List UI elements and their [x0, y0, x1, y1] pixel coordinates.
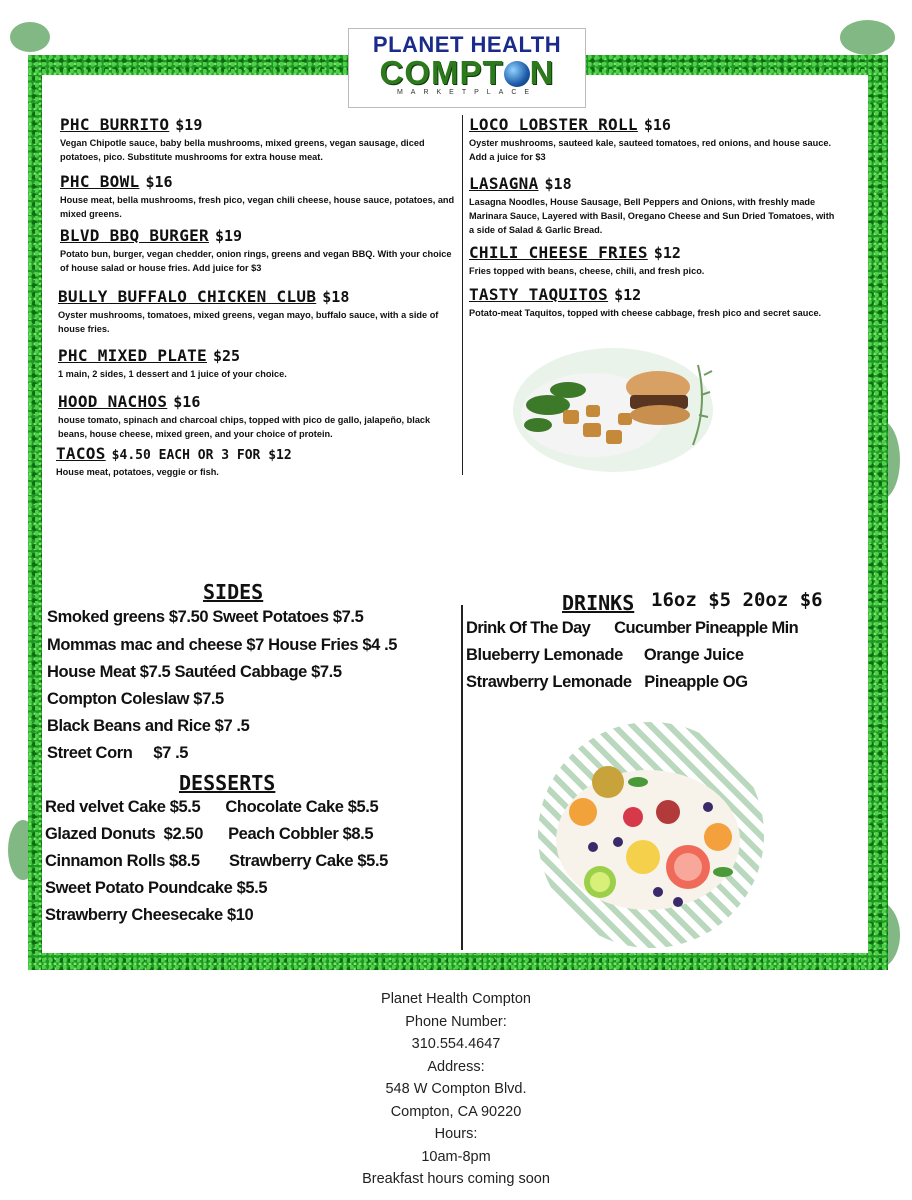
- item-price: $12: [653, 244, 681, 262]
- item-description: house tomato, spinach and charcoal chips, topped with pico de gallo, jalapeño, black beans, house cheese, mixed green, and your choice of protein.: [58, 415, 431, 439]
- item-name: BULLY BUFFALO CHICKEN CLUB: [58, 287, 317, 306]
- menu-item-chili-cheese-fries: [469, 243, 841, 278]
- column-divider: [461, 605, 463, 950]
- item-price: $18: [322, 288, 350, 306]
- item-price: $18: [544, 175, 572, 193]
- item-description: Oyster mushrooms, tomatoes, mixed greens, vegan mayo, buffalo sauce, with a side of house fries.: [58, 310, 439, 334]
- item-name: TASTY TAQUITOS: [469, 285, 609, 304]
- drink-line: Drink Of The Day Cucumber Pineapple Min: [466, 619, 799, 637]
- splatter-decoration: [840, 20, 895, 55]
- sides-line: Mommas mac and cheese $7 House Fries $4 .5: [47, 636, 398, 654]
- footer-address-label: Address:: [427, 1058, 485, 1075]
- item-name: PHC BOWL: [60, 172, 140, 191]
- footer-hours-label: Hours:: [434, 1126, 478, 1142]
- contact-footer: [0, 988, 912, 1191]
- menu-item-lobster-roll: [469, 115, 841, 164]
- item-name: CHILI CHEESE FRIES: [469, 243, 648, 262]
- menu-item-burrito: [60, 115, 458, 164]
- footer-street: 548 W Compton Blvd.: [385, 1081, 527, 1097]
- dessert-line: Red velvet Cake $5.5 Chocolate Cake $5.5: [45, 798, 379, 816]
- sides-line: Street Corn $7 .5: [47, 744, 189, 762]
- item-description: Vegan Chipotle sauce, baby bella mushrooms, mixed greens, vegan sausage, diced potatoes, pico. Substitute mushrooms for extra house meat.: [60, 138, 425, 162]
- item-name: LOCO LOBSTER ROLL: [469, 115, 638, 134]
- fruit-illustration: [538, 722, 764, 948]
- footer-hours: 10am-8pm: [421, 1148, 491, 1165]
- item-name: HOOD NACHOS: [58, 392, 168, 411]
- item-price: $16: [643, 116, 671, 134]
- item-name: TACOS: [56, 444, 106, 463]
- logo-line2: COMPT N: [379, 54, 555, 91]
- footer-breakfast-note: Breakfast hours coming soon: [362, 1171, 550, 1187]
- menu-item-buffalo-club: [58, 287, 458, 336]
- globe-icon: [504, 61, 530, 87]
- burger-plate-photo: [508, 335, 718, 477]
- item-price: $19: [215, 227, 243, 245]
- dessert-line: Strawberry Cheesecake $10: [45, 906, 254, 924]
- footer-phone-label: Phone Number:: [405, 1013, 507, 1030]
- desserts-title: DESSERTS: [179, 771, 276, 795]
- sides-line: House Meat $7.5 Sautéed Cabbage $7.5: [47, 663, 342, 681]
- logo-line3: MARKETPLACE: [396, 89, 538, 96]
- item-price: $4.50 EACH OR 3 FOR $12: [111, 448, 292, 463]
- item-description: Fries topped with beans, cheese, chili, and fresh pico.: [469, 266, 705, 276]
- item-name: BLVD BBQ BURGER: [60, 226, 209, 245]
- menu-item-lasagna: [469, 174, 841, 237]
- drink-line: Strawberry Lemonade Pineapple OG: [466, 673, 748, 691]
- dessert-line: Cinnamon Rolls $8.5 Strawberry Cake $5.5: [45, 852, 388, 870]
- footer-phone: 310.554.4647: [411, 1036, 501, 1052]
- item-price: $25: [213, 347, 241, 365]
- menu-item-hood-nachos: [58, 392, 460, 441]
- menu-item-taquitos: [469, 285, 841, 320]
- item-description: Potato-meat Taquitos, topped with cheese cabbage, fresh pico and secret sauce.: [469, 308, 822, 318]
- item-price: $19: [175, 116, 203, 134]
- item-name: LASAGNA: [469, 174, 539, 193]
- footer-business-name: Planet Health Compton: [381, 991, 531, 1007]
- splatter-decoration: [10, 22, 50, 52]
- item-description: Potato bun, burger, vegan chedder, onion rings, greens and vegan BBQ. With your choice of house salad or house fries. Add juice for $3: [60, 249, 452, 273]
- item-price: $16: [173, 393, 201, 411]
- drinks-sizes: 16oz $5 20oz $6: [651, 589, 823, 611]
- menu-item-mixed-plate: [58, 346, 458, 381]
- item-price: $12: [614, 286, 642, 304]
- menu-item-tacos: [56, 444, 458, 479]
- drink-line: Blueberry Lemonade Orange Juice: [466, 646, 744, 664]
- dessert-line: Sweet Potato Poundcake $5.5: [45, 879, 268, 897]
- logo-line1: PLANET HEALTH: [372, 32, 562, 57]
- footer-city: Compton, CA 90220: [390, 1103, 522, 1120]
- menu-item-bbq-burger: [60, 226, 458, 275]
- dessert-line: Glazed Donuts $2.50 Peach Cobbler $8.5: [45, 825, 374, 843]
- item-description: Lasagna Noodles, House Sausage, Bell Peppers and Onions, with freshly made Marinara Sauce, Layered with Basil, Oregano Cheese and Sun Dried Tomatoes, with a side of Salad & Garlic Bread.: [469, 197, 835, 235]
- sides-line: Black Beans and Rice $7 .5: [47, 717, 250, 735]
- item-description: 1 main, 2 sides, 1 dessert and 1 juice of your choice.: [58, 369, 287, 379]
- menu-item-bowl: [60, 172, 458, 221]
- column-divider: [462, 115, 463, 475]
- item-description: House meat, potatoes, veggie or fish.: [56, 467, 219, 477]
- item-name: PHC BURRITO: [60, 115, 170, 134]
- drinks-title: DRINKS: [562, 591, 635, 615]
- planet-health-logo: [348, 28, 586, 108]
- sides-title: SIDES: [203, 580, 264, 604]
- sides-line: Smoked greens $7.50 Sweet Potatoes $7.5: [47, 608, 364, 626]
- item-description: Oyster mushrooms, sauteed kale, sauteed tomatoes, red onions, and house sauce. Add a juice for $3: [469, 138, 831, 162]
- item-description: House meat, bella mushrooms, fresh pico, vegan chili cheese, house sauce, potatoes, and mixed greens.: [60, 195, 455, 219]
- item-name: PHC MIXED PLATE: [58, 346, 207, 365]
- item-price: $16: [145, 173, 173, 191]
- fruit-platter-photo: [538, 722, 764, 948]
- sides-line: Compton Coleslaw $7.5: [47, 690, 224, 708]
